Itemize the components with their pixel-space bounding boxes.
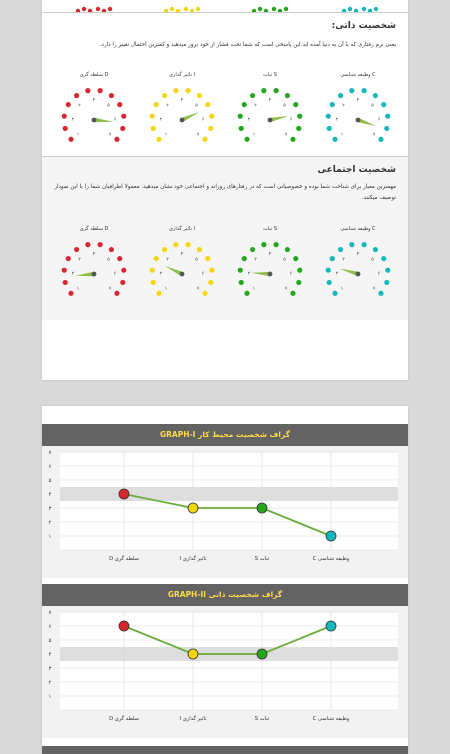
disc-gauge-s (234, 226, 306, 308)
gauge-dot (381, 256, 386, 261)
gauge-needle (270, 116, 289, 122)
gauge-dot (332, 137, 337, 142)
gauge-dot (284, 7, 288, 11)
gauge-tick-label: ۶ (113, 271, 117, 277)
gauge-dot (244, 137, 249, 142)
data-point-c (326, 531, 336, 541)
gauge-hub (356, 272, 361, 277)
gauge-tick-label: ۵ (371, 103, 374, 109)
y-tick-label: ۱ (48, 534, 52, 540)
gauge-dot (96, 7, 100, 11)
gauge-tick-label: ۲ (247, 117, 251, 123)
y-tick-label: ۴ (48, 492, 52, 498)
disc-gauge-s (234, 72, 306, 154)
gauge-tick-label: ۶ (289, 117, 293, 123)
gauge-tick-label: ۵ (195, 103, 198, 109)
gauge-dot (150, 268, 155, 273)
gauge-dot (381, 102, 386, 107)
gauge-dot (68, 291, 73, 296)
gauge-tick-label: ۵ (107, 103, 110, 109)
gauge-dot (156, 137, 161, 142)
gauge-tick-label: ۵ (371, 257, 374, 263)
gauge-hub (268, 272, 273, 277)
gauge-needle (75, 272, 94, 276)
gauge-dot (242, 256, 247, 261)
gauge-dot (196, 7, 200, 11)
y-tick-label: ۱ (48, 694, 52, 700)
gauge-tick-label: ۶ (201, 117, 205, 123)
gauge-dot (186, 88, 191, 93)
gauge-dot (250, 247, 255, 252)
graph-1-chart (42, 446, 408, 578)
gauge-dot (338, 93, 343, 98)
gauge-dot (154, 256, 159, 261)
gauge-needle (251, 272, 270, 276)
gauge-dot (74, 247, 79, 252)
gauge-label: وظیفه شناسی C (340, 226, 376, 232)
gauge-dot (109, 93, 114, 98)
disc-gauge-i (146, 226, 218, 308)
gauge-dot (327, 126, 332, 131)
data-point-i (188, 649, 198, 659)
gauge-dot (162, 93, 167, 98)
gauge-dot (362, 88, 367, 93)
gauge-tick-label: ۴ (268, 251, 272, 257)
gauge-tick-label: ۵ (283, 257, 286, 263)
gauge-dot (293, 102, 298, 107)
gauge-dot (209, 268, 214, 273)
gauge-dot (384, 280, 389, 285)
data-point-s (257, 649, 267, 659)
gauge-dot (272, 7, 276, 11)
gauge-tick-label: ۲ (71, 117, 75, 123)
gauge-tick-label: ۴ (356, 97, 360, 103)
gauge-dot (121, 268, 126, 273)
gauge-tick-label: ۳ (254, 103, 257, 109)
gauge-dot (332, 291, 337, 296)
gauge-tick-label: ۵ (195, 257, 198, 263)
gauge-dot (238, 268, 243, 273)
x-category-label: ثبات S (254, 716, 270, 722)
gauge-tick-label: ۵ (107, 257, 110, 263)
gauge-dot (378, 137, 383, 142)
gauge-tick-label: ۴ (92, 251, 96, 257)
gauge-dot (274, 88, 279, 93)
gauge-dot (326, 268, 331, 273)
gauge-dot (63, 126, 68, 131)
gauge-dot (197, 247, 202, 252)
gauge-dot (250, 93, 255, 98)
gauge-dot (373, 247, 378, 252)
gauge-dot (151, 126, 156, 131)
gauge-dot (197, 93, 202, 98)
gauge-dot (205, 256, 210, 261)
report-page-2 (42, 406, 408, 754)
gauge-dot (290, 137, 295, 142)
gauge-dot (378, 291, 383, 296)
section-description: یعنی نرم رفتاری که با آن به دنیا آمده اید.این پاسخی است که شما تحت فشار از خود بروز میدهید و کمترین احتمال تغییر را دارد. (99, 42, 396, 48)
gauge-dot (109, 247, 114, 252)
y-tick-label: ۶ (48, 624, 52, 630)
section-description: مهمترین معیار برای شناخت شما بوده و خصوصیاتی است که در رفتارهای روزانه و اجتماعی خود نشان میدهید. معمولا اطرافیان شما را با این نمودار توصیف میکنند. (54, 184, 396, 201)
y-tick-label: ۷ (48, 450, 52, 456)
gauge-tick-label: ۴ (180, 251, 184, 257)
y-tick-label: ۵ (48, 478, 52, 484)
data-point-i (188, 503, 198, 513)
gauge-dot (85, 242, 90, 247)
gauge-dot (117, 102, 122, 107)
disc-gauge-c (322, 72, 394, 154)
gauge-tick-label: ۷ (108, 286, 112, 292)
gauge-dot (362, 242, 367, 247)
gauge-tick-label: ۶ (377, 271, 381, 277)
gauge-dot (373, 93, 378, 98)
gauge-hub (180, 118, 185, 123)
gauge-dot (242, 102, 247, 107)
gauge-dot (348, 7, 352, 11)
y-tick-label: ۳ (48, 666, 52, 672)
gauge-dot (98, 242, 103, 247)
gauge-dot (362, 7, 366, 11)
gauge-tick-label: ۲ (335, 271, 339, 277)
gauge-tick-label: ۴ (180, 97, 184, 103)
gauge-dot (82, 7, 86, 11)
y-tick-label: ۶ (48, 464, 52, 470)
gauge-dot (68, 137, 73, 142)
gauge-hub (356, 118, 361, 123)
gauge-tick-label: ۳ (166, 103, 169, 109)
gauge-tick-label: ۴ (356, 251, 360, 257)
gauge-dot (297, 268, 302, 273)
y-tick-label: ۴ (48, 652, 52, 658)
gauge-tick-label: ۲ (159, 271, 163, 277)
gauge-dot (74, 93, 79, 98)
x-category-label: ثبات S (254, 556, 270, 562)
y-tick-label: ۳ (48, 506, 52, 512)
gauge-dot (208, 126, 213, 131)
gauge-tick-label: ۱ (252, 286, 256, 292)
gauge-tick-label: ۳ (254, 257, 257, 263)
gauge-dot (239, 280, 244, 285)
graph-2-header: گراف شخصیت ذاتی GRAPH-II (42, 584, 408, 606)
gauge-label: تاثیر گذاری I (169, 226, 195, 232)
x-category-label: وظیفه شناسی C (312, 716, 350, 722)
gauge-dot (173, 88, 178, 93)
gauge-label: تاثیر گذاری I (169, 72, 195, 78)
section-title: شخصیت ذاتی: (331, 21, 396, 31)
gauge-dot (238, 114, 243, 119)
gauge-tick-label: ۴ (92, 97, 96, 103)
gauge-tick-label: ۱ (164, 132, 168, 138)
x-category-label: تاثیر گذاری I (179, 716, 207, 722)
gauge-label: ثبات S (263, 226, 277, 232)
report-page-1 (42, 0, 408, 380)
gauge-dot (173, 242, 178, 247)
gauge-label: سلطه گری D (79, 226, 109, 232)
gauge-tick-label: ۱ (76, 286, 80, 292)
gauge-tick-label: ۵ (283, 103, 286, 109)
gauge-dot (117, 256, 122, 261)
gauge-tick-label: ۶ (201, 271, 205, 277)
disc-gauge-i (146, 72, 218, 154)
graph-1-panel (42, 446, 408, 578)
gauge-label: وظیفه شناسی C (340, 72, 376, 78)
gauge-dot (261, 88, 266, 93)
gauge-dot (326, 114, 331, 119)
gauge-dot (285, 247, 290, 252)
disc-gauge-d (58, 226, 130, 308)
gauge-dot (186, 242, 191, 247)
x-category-label: وظیفه شناسی C (312, 556, 350, 562)
gauge-dot (184, 7, 188, 11)
gauge-hub (180, 272, 185, 277)
gauge-dot (120, 280, 125, 285)
gauge-dot (384, 126, 389, 131)
gauge-dot (330, 256, 335, 261)
gauge-dot (205, 102, 210, 107)
gauge-dot (209, 114, 214, 119)
gauge-dot (162, 247, 167, 252)
gauge-tick-label: ۷ (108, 132, 112, 138)
gauge-needle (340, 269, 359, 276)
gauge-tick-label: ۷ (372, 286, 376, 292)
data-point-s (257, 503, 267, 513)
gauge-dot (385, 114, 390, 119)
gauge-dot (274, 242, 279, 247)
x-category-label: سلطه گری D (109, 716, 139, 722)
gauge-needle (94, 118, 113, 122)
gauge-tick-label: ۱ (340, 286, 344, 292)
gauge-dot (349, 88, 354, 93)
gauge-dot (239, 126, 244, 131)
gauge-dot (114, 137, 119, 142)
data-point-d (119, 489, 129, 499)
gauge-dot (330, 102, 335, 107)
gauge-dot (121, 114, 126, 119)
gauge-dot (374, 7, 378, 11)
gauge-dot (154, 102, 159, 107)
gauge-dot (327, 280, 332, 285)
gauge-hub (92, 118, 97, 123)
gauge-hub (268, 118, 273, 123)
top-gauge-remnant (42, 0, 408, 10)
y-tick-label: ۲ (48, 680, 52, 686)
disc-gauge-d (58, 72, 130, 154)
gauge-dot (108, 7, 112, 11)
gauge-dot (349, 242, 354, 247)
gauge-dot (290, 291, 295, 296)
gauge-tick-label: ۱ (252, 132, 256, 138)
data-point-d (119, 621, 129, 631)
gauge-tick-label: ۱ (76, 132, 80, 138)
gauge-tick-label: ۲ (71, 271, 75, 277)
gauge-tick-label: ۶ (113, 117, 117, 123)
gauge-tick-label: ۳ (78, 103, 81, 109)
gauge-tick-label: ۲ (247, 271, 251, 277)
gauge-tick-label: ۳ (342, 103, 345, 109)
gauge-dot (385, 268, 390, 273)
gauge-dot (62, 268, 67, 273)
gauge-dot (338, 247, 343, 252)
gauge-dot (66, 256, 71, 261)
gauge-dot (293, 256, 298, 261)
gauge-tick-label: ۱ (164, 286, 168, 292)
gauge-tick-label: ۷ (196, 286, 200, 292)
x-category-label: سلطه گری D (109, 556, 139, 562)
gauge-dot (258, 7, 262, 11)
gauge-tick-label: ۷ (196, 132, 200, 138)
gauge-dot (85, 88, 90, 93)
gauge-tick-label: ۶ (289, 271, 293, 277)
x-category-label: تاثیر گذاری I (179, 556, 207, 562)
gauge-dot (98, 88, 103, 93)
graph-1-header: گراف شخصیت محیط کار GRAPH-I (42, 424, 408, 446)
graph-3-header-partial (42, 746, 408, 754)
gauge-label: سلطه گری D (79, 72, 109, 78)
gauge-dot (297, 114, 302, 119)
gauge-dot (62, 114, 67, 119)
gauge-dot (151, 280, 156, 285)
gauge-tick-label: ۳ (166, 257, 169, 263)
gauge-dot (296, 280, 301, 285)
gauge-dot (296, 126, 301, 131)
gauge-tick-label: ۴ (268, 97, 272, 103)
gauge-tick-label: ۷ (372, 132, 376, 138)
gauge-label: ثبات S (263, 72, 277, 78)
gauge-tick-label: ۲ (159, 117, 163, 123)
gauge-hub (92, 272, 97, 277)
graph-2-chart (42, 606, 408, 738)
gauge-dot (208, 280, 213, 285)
gauge-dot (244, 291, 249, 296)
gauge-dot (66, 102, 71, 107)
gauge-dot (114, 291, 119, 296)
gauge-tick-label: ۳ (342, 257, 345, 263)
graph-2-panel (42, 606, 408, 738)
y-tick-label: ۷ (48, 610, 52, 616)
gauge-tick-label: ۳ (78, 257, 81, 263)
gauge-dot (120, 126, 125, 131)
gauge-dot (63, 280, 68, 285)
gauge-dot (261, 242, 266, 247)
gauge-dot (150, 114, 155, 119)
gauge-dot (285, 93, 290, 98)
gauge-dot (202, 137, 207, 142)
gauge-tick-label: ۱ (340, 132, 344, 138)
section-title: شخصیت اجتماعی (317, 165, 396, 175)
y-tick-label: ۵ (48, 638, 52, 644)
gauge-tick-label: ۷ (284, 132, 288, 138)
gauge-dot (170, 7, 174, 11)
gauge-tick-label: ۲ (335, 117, 339, 123)
gauge-dot (202, 291, 207, 296)
disc-gauge-c (322, 226, 394, 308)
gauge-tick-label: ۷ (284, 286, 288, 292)
y-tick-label: ۲ (48, 520, 52, 526)
gauge-tick-label: ۶ (377, 117, 381, 123)
data-point-c (326, 621, 336, 631)
gauge-dot (156, 291, 161, 296)
